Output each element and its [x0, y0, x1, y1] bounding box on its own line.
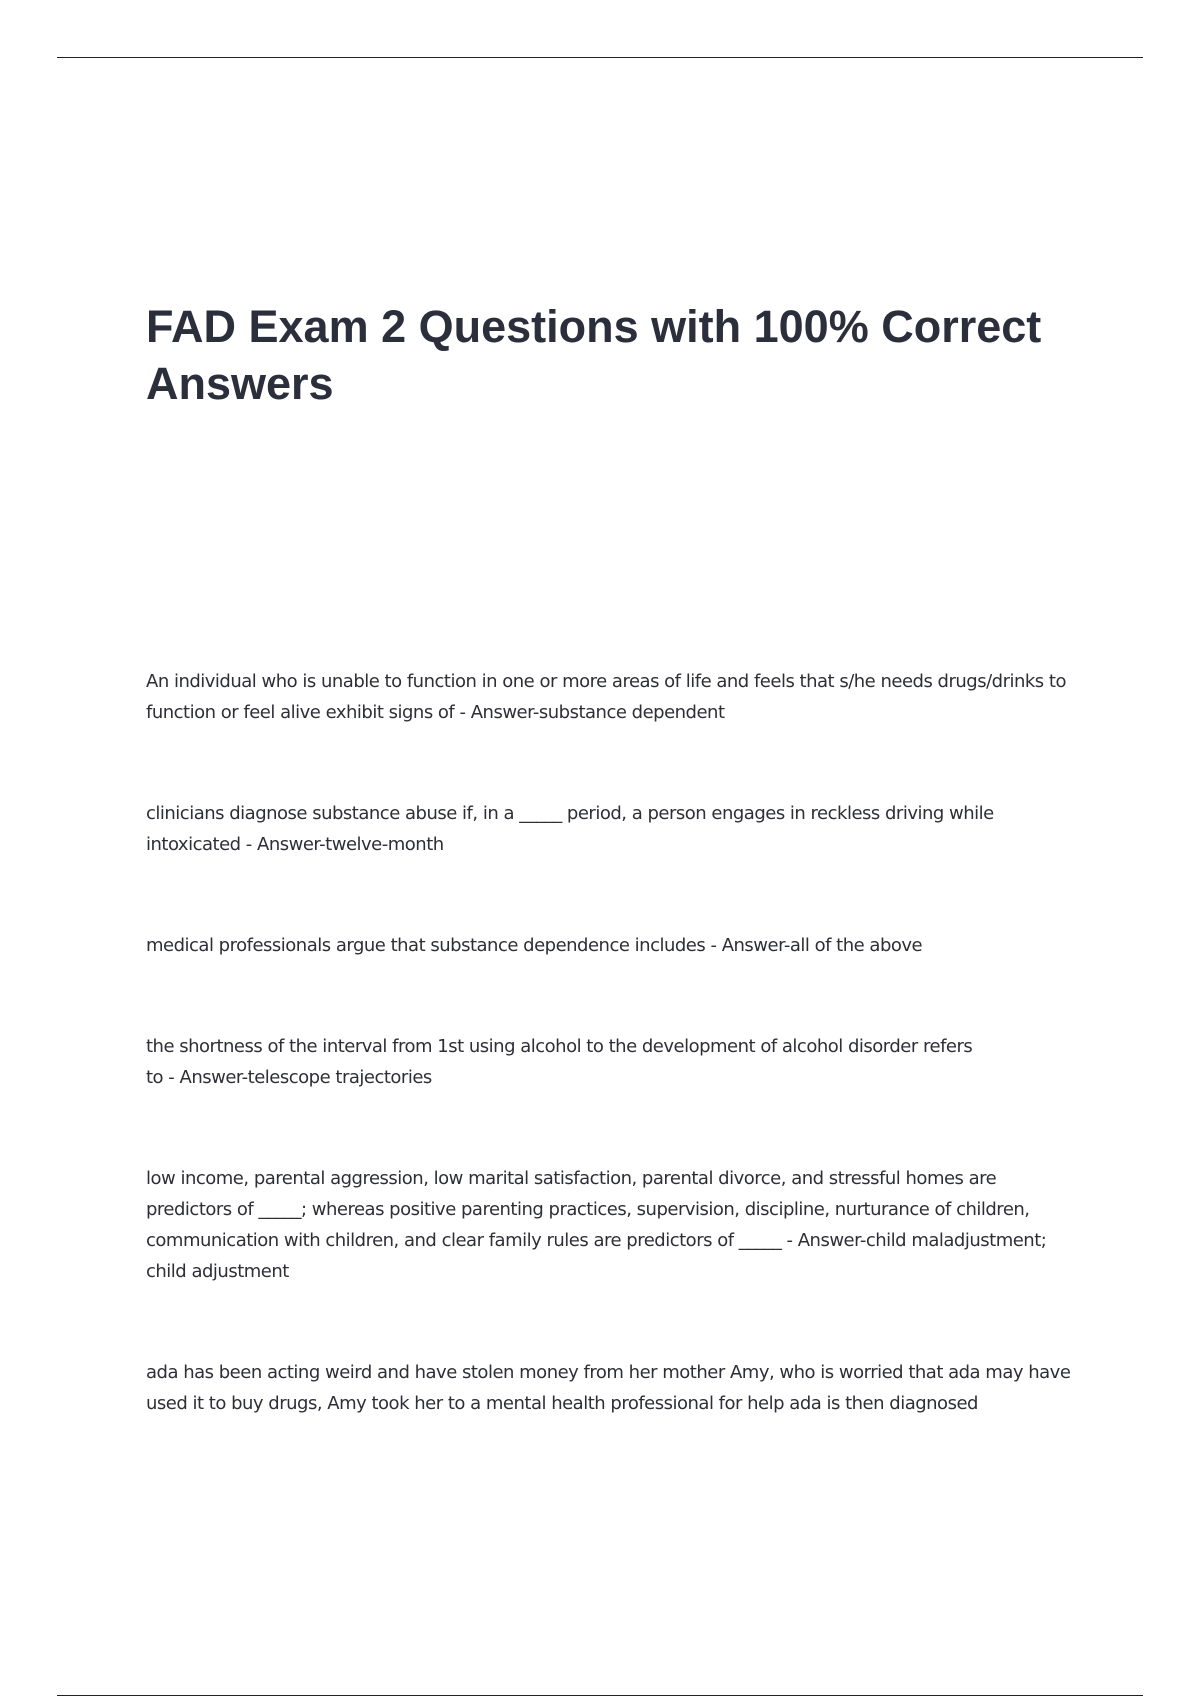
header-rule [57, 57, 1143, 58]
answer-text: Answer-child maladjustment; child adjustment [146, 1230, 1047, 1282]
qa-item-2 [146, 798, 1076, 860]
answer-text: Answer-all of the above [721, 935, 923, 956]
question-text: ada has been acting weird and have stolen money from her mother Amy, who is worried that ada may have used it to buy drugs, Amy took her to a mental health professional for help ada is then diagnosed [146, 1362, 1071, 1414]
answer-text: Answer-twelve-month [257, 834, 444, 855]
question-text: low income, parental aggression, low marital satisfaction, parental divorce, and stressful homes are predictors of _____; whereas positive parenting practices, supervision, discipline, nurturance of children, communication with children, and clear family rules are predictors of _____ - [146, 1168, 1030, 1251]
answer-text: Answer-substance dependent [470, 702, 725, 723]
question-text: medical professionals argue that substance dependence includes - [146, 935, 722, 956]
question-text: clinicians diagnose substance abuse if, in a _____ period, a person engages in reckless driving while intoxicated - [146, 803, 994, 855]
footer-rule [57, 1695, 1143, 1696]
qa-item-4 [146, 1031, 1076, 1093]
question-text: the shortness of the interval from 1st using alcohol to the development of alcohol disorder refers to - [146, 1036, 972, 1088]
document-title: FAD Exam 2 Questions with 100% Correct Answers [146, 301, 1042, 409]
qa-item-6-partial [146, 1357, 1076, 1419]
qa-item-5 [146, 1163, 1076, 1287]
question-text: An individual who is unable to function in one or more areas of life and feels that s/he needs drugs/drinks to function or feel alive exhibit signs of - [146, 671, 1066, 723]
qa-item-1 [146, 666, 1076, 728]
qa-list [146, 666, 1076, 1489]
qa-item-3 [146, 930, 1076, 961]
answer-text: Answer-telescope trajectories [179, 1067, 432, 1088]
